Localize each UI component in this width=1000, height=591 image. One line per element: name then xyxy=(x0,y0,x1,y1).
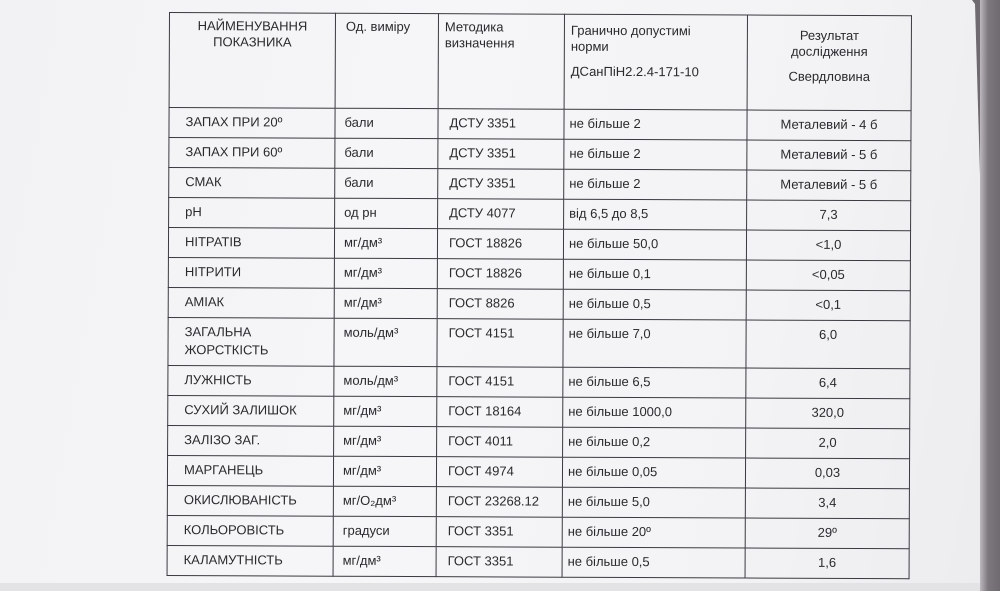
unit-text: мг/О₂дм³ xyxy=(342,492,397,508)
cell-indicator xyxy=(168,228,334,259)
indicator-text: ЗАПАХ ПРИ 20º xyxy=(185,114,283,130)
table-row xyxy=(169,138,911,171)
method-text: ГОСТ 8826 xyxy=(448,295,515,311)
cell-result xyxy=(746,398,910,429)
cell-indicator xyxy=(168,365,334,396)
result-text: 3,4 xyxy=(818,494,837,510)
cell-indicator xyxy=(167,545,333,576)
table-row xyxy=(168,395,910,428)
cell-result xyxy=(747,170,911,201)
cell-method xyxy=(437,289,563,320)
cell-result xyxy=(747,140,911,171)
cell-indicator xyxy=(169,198,335,229)
indicator-text: АМІАК xyxy=(184,294,225,310)
cell-method xyxy=(436,487,562,518)
header-norm-standard: ДСанПіН2.2.4-171-10 xyxy=(570,63,699,80)
result-text: 29º xyxy=(817,524,837,540)
cell-method xyxy=(437,229,563,260)
cell-norm xyxy=(564,199,747,230)
cell-norm xyxy=(562,487,745,518)
method-text: ДСТУ 3351 xyxy=(449,145,516,161)
cell-norm xyxy=(563,229,746,260)
unit-text: мг/дм³ xyxy=(342,552,381,568)
result-text: 6,0 xyxy=(819,326,838,342)
cell-unit xyxy=(333,456,436,486)
cell-indicator xyxy=(169,138,335,169)
table-row xyxy=(168,257,910,290)
method-text: ДСТУ 3351 xyxy=(449,175,516,191)
table-row xyxy=(168,228,910,261)
unit-text: од рн xyxy=(344,204,377,220)
cell-unit xyxy=(335,168,438,198)
table-row xyxy=(169,198,911,231)
cell-indicator xyxy=(168,257,334,288)
cell-unit xyxy=(334,228,437,258)
cell-norm xyxy=(563,319,746,368)
cell-unit xyxy=(335,198,438,228)
result-text: 320,0 xyxy=(811,404,845,420)
norm-text: не більше 0,2 xyxy=(568,433,651,450)
table-row xyxy=(168,425,910,458)
cell-unit xyxy=(334,426,437,456)
header-norm-line2: норми xyxy=(570,38,609,54)
indicator-text: СУХИЙ ЗАЛИШОК xyxy=(184,402,297,418)
cell-method xyxy=(437,319,563,368)
background-surface xyxy=(980,0,1000,591)
table-header-row xyxy=(169,13,911,111)
cell-method xyxy=(437,367,563,398)
cell-result xyxy=(745,488,909,519)
indicator-text: НІТРИТИ xyxy=(184,264,242,280)
cell-result xyxy=(746,428,910,459)
header-indicator-line1: НАЙМЕНУВАННЯ xyxy=(197,18,308,34)
cell-method xyxy=(436,457,562,488)
indicator-text: ОКИСЛЮВАНІСТЬ xyxy=(183,492,297,508)
unit-text: мг/дм³ xyxy=(343,264,383,280)
indicator-text-line1: ЗАГАЛЬНА xyxy=(184,324,252,340)
result-text: <0,05 xyxy=(811,266,845,282)
header-method-line1: Методика xyxy=(444,19,504,35)
norm-text: не більше 7,0 xyxy=(568,325,651,342)
norm-text: від 6,5 до 8,5 xyxy=(569,205,649,222)
method-text: ГОСТ 3351 xyxy=(447,523,514,539)
unit-text: мг/дм³ xyxy=(343,294,382,310)
cell-unit xyxy=(334,258,437,288)
cell-unit xyxy=(333,516,436,546)
result-text: Металевий - 4 б xyxy=(780,116,878,133)
norm-text: не більше 0,5 xyxy=(568,295,651,312)
indicator-text-line2: ЖОРСТКІСТЬ xyxy=(184,342,269,358)
cell-method xyxy=(437,427,563,458)
cell-result xyxy=(746,320,910,369)
header-norm-line1: Гранично допустимі xyxy=(570,22,691,39)
header-result-source: Свердловина xyxy=(788,68,870,85)
norm-text: не більше 2 xyxy=(569,145,641,162)
unit-text: бали xyxy=(344,144,374,160)
unit-text: градуси xyxy=(342,522,390,538)
norm-text: не більше 6,5 xyxy=(568,373,651,390)
cell-method xyxy=(438,139,564,170)
cell-unit xyxy=(334,318,437,366)
header-method xyxy=(438,14,564,110)
unit-text: мг/дм³ xyxy=(343,234,383,250)
cell-method xyxy=(438,199,564,230)
result-text: 7,3 xyxy=(819,206,838,222)
norm-text: не більше 50,0 xyxy=(568,235,659,252)
indicator-text: КОЛЬОРОВІСТЬ xyxy=(183,522,285,538)
paper-bottom-edge xyxy=(0,583,1000,591)
cell-indicator xyxy=(167,485,333,516)
header-method-line2: визначення xyxy=(444,35,515,51)
cell-unit xyxy=(333,486,436,516)
cell-norm xyxy=(563,397,746,428)
cell-indicator xyxy=(167,455,333,486)
indicator-text xyxy=(184,318,333,360)
cell-indicator xyxy=(168,395,334,426)
cell-indicator xyxy=(168,317,334,366)
cell-unit xyxy=(335,108,438,138)
indicator-text: ЗАПАХ ПРИ 60º xyxy=(185,144,283,160)
cell-unit xyxy=(334,288,437,318)
cell-indicator xyxy=(167,515,333,546)
result-text: 6,4 xyxy=(818,374,837,390)
result-text: 2,0 xyxy=(818,434,837,450)
unit-text: мг/дм³ xyxy=(343,402,382,418)
method-text: ГОСТ 18826 xyxy=(448,235,523,251)
cell-norm xyxy=(562,517,745,548)
cell-result xyxy=(747,110,911,141)
result-text: <1,0 xyxy=(815,236,842,252)
table-row xyxy=(168,287,910,320)
header-result-line2: дослідження xyxy=(790,43,868,60)
norm-text: не більше 1000,0 xyxy=(568,403,673,420)
cell-indicator xyxy=(168,287,334,318)
result-text: Металевий - 5 б xyxy=(780,146,878,163)
cell-norm xyxy=(563,259,746,290)
cell-result xyxy=(746,260,910,291)
cell-norm xyxy=(562,547,745,578)
water-analysis-table xyxy=(167,12,912,579)
cell-norm xyxy=(563,367,746,398)
header-result-line1: Результат xyxy=(799,27,859,44)
indicator-text: КАЛАМУТНІСТЬ xyxy=(183,552,283,568)
cell-result xyxy=(746,290,910,321)
cell-result xyxy=(745,518,909,549)
header-unit xyxy=(335,13,438,108)
header-result xyxy=(747,15,911,111)
norm-text: не більше 20º xyxy=(567,523,651,540)
cell-indicator xyxy=(169,108,335,139)
header-indicator-line2: ПОКАЗНИКА xyxy=(213,34,292,50)
unit-text: бали xyxy=(344,114,374,130)
cell-result xyxy=(746,368,910,399)
norm-text: не більше 0,5 xyxy=(567,553,650,570)
method-text: ГОСТ 18826 xyxy=(448,265,522,281)
result-text: Металевий - 5 б xyxy=(780,176,878,193)
header-indicator xyxy=(169,13,335,109)
table-row xyxy=(167,455,909,488)
cell-result xyxy=(745,548,909,579)
method-text: ГОСТ 18164 xyxy=(448,403,522,419)
indicator-text: СМАК xyxy=(185,174,222,190)
norm-text: не більше 0,1 xyxy=(568,265,651,282)
cell-indicator xyxy=(168,425,334,456)
cell-method xyxy=(438,109,564,140)
header-norm xyxy=(564,14,747,110)
cell-norm xyxy=(564,109,747,140)
norm-text: не більше 2 xyxy=(569,175,641,192)
method-text: ДСТУ 4077 xyxy=(449,205,516,221)
norm-text: не більше 0,05 xyxy=(567,463,658,480)
unit-text: мг/дм³ xyxy=(343,432,382,448)
result-text: <0,1 xyxy=(815,296,842,312)
cell-method xyxy=(438,169,564,200)
method-text: ГОСТ 4011 xyxy=(448,433,514,449)
result-text: 0,03 xyxy=(814,464,841,480)
method-text: ГОСТ 23268.12 xyxy=(447,493,540,509)
cell-norm xyxy=(563,427,746,458)
method-text: ГОСТ 4151 xyxy=(448,325,515,341)
norm-text: не більше 5,0 xyxy=(567,493,650,510)
table-row xyxy=(168,365,910,398)
unit-text: мг/дм³ xyxy=(342,462,382,478)
indicator-text: ЛУЖНІСТЬ xyxy=(184,372,252,388)
cell-norm xyxy=(564,139,747,170)
table-row xyxy=(168,317,910,368)
cell-result xyxy=(747,200,911,231)
unit-text: моль/дм³ xyxy=(343,324,399,341)
cell-unit xyxy=(334,396,437,426)
indicator-text: НІТРАТІВ xyxy=(184,234,242,250)
cell-result xyxy=(745,458,909,489)
indicator-text: МАРГАНЕЦЬ xyxy=(183,462,264,478)
table-row xyxy=(169,168,911,201)
indicator-text: pH xyxy=(185,204,202,220)
table-row xyxy=(167,485,909,518)
table-row xyxy=(169,108,911,141)
method-text: ГОСТ 3351 xyxy=(447,553,514,569)
method-text: ГОСТ 4151 xyxy=(448,373,515,389)
table-row xyxy=(167,545,909,578)
cell-unit xyxy=(335,138,438,168)
cell-norm xyxy=(562,457,745,488)
cell-unit xyxy=(333,546,436,576)
unit-text: бали xyxy=(344,174,374,190)
header-unit-label: Од. виміру xyxy=(345,18,411,35)
indicator-text: ЗАЛІЗО ЗАГ. xyxy=(184,432,261,448)
table-row xyxy=(167,515,909,548)
method-text: ДСТУ 3351 xyxy=(449,115,517,131)
result-text: 1,6 xyxy=(818,554,837,570)
cell-result xyxy=(746,230,910,261)
norm-text: не більше 2 xyxy=(569,115,641,132)
cell-method xyxy=(437,259,563,290)
cell-method xyxy=(436,547,562,578)
unit-text: моль/дм³ xyxy=(343,372,399,389)
cell-method xyxy=(437,397,563,428)
cell-indicator xyxy=(169,168,335,199)
cell-norm xyxy=(564,169,747,200)
cell-method xyxy=(436,517,562,548)
cell-norm xyxy=(563,289,746,320)
method-text: ГОСТ 4974 xyxy=(447,463,514,479)
cell-unit xyxy=(334,366,437,396)
